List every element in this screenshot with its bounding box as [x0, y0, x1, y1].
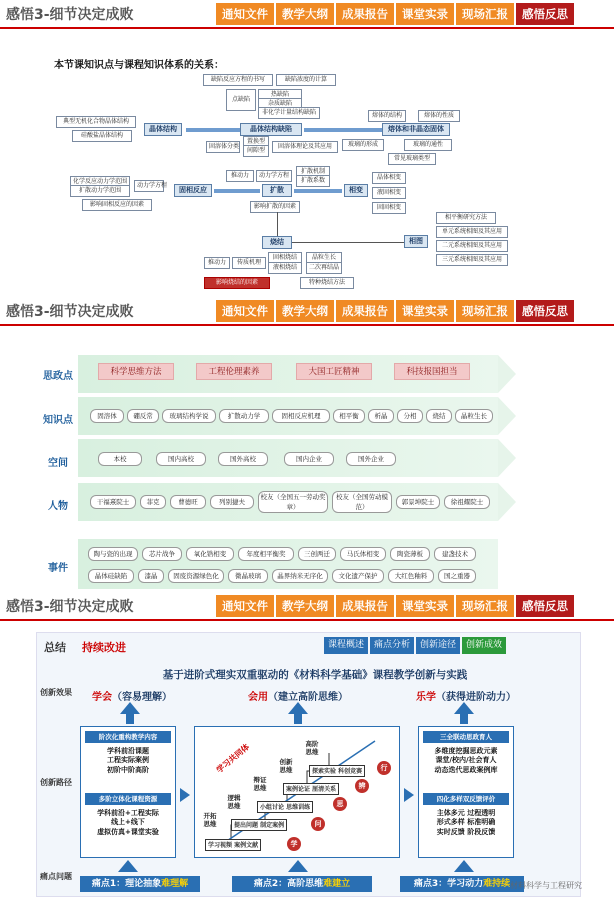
event-item: 陶与瓷的出现: [88, 547, 138, 561]
box-bar: 四化多样双反馈评价: [423, 793, 509, 805]
nav-tab-notice[interactable]: 通知文件: [216, 595, 274, 617]
node: 间隙型: [243, 145, 269, 157]
stair-level-label: 逻辑思维: [227, 794, 241, 810]
event-item: 国之重器: [438, 569, 476, 583]
knowledge-item: 析晶: [368, 409, 394, 423]
node: 置换型: [243, 136, 269, 148]
step-circle: 学: [287, 837, 301, 851]
stair-level-label: 高阶思维: [305, 740, 319, 756]
knowledge-item: 固溶体: [90, 409, 124, 423]
row-label-ideology: 思政点: [43, 371, 73, 382]
space-item: 本校: [98, 452, 142, 466]
nav-tab-presentation[interactable]: 现场汇报: [456, 300, 514, 322]
connector: [292, 242, 404, 243]
person-item: 校友（全国五一劳动奖章）: [258, 491, 328, 513]
node: 固固相变: [372, 202, 406, 214]
community-label: 学习共同体: [214, 742, 252, 775]
node-crystal-defect: 晶体结构缺陷: [240, 123, 302, 136]
slide-title: 基于进阶式理实双重驱动的《材料科学基础》课程教学创新与实践: [162, 669, 468, 681]
nav-bar: [214, 595, 574, 617]
person-item: 徐祖耀院士: [444, 495, 490, 509]
band-arrow: [498, 355, 516, 393]
page-title: 感悟3-细节决定成败: [6, 304, 134, 320]
row-label-space: 空间: [48, 458, 68, 469]
node: 化学反应动力学范围: [70, 176, 130, 188]
node: 影响扩散的因素: [250, 201, 300, 213]
right-arrow: [180, 788, 190, 802]
node: 晶粒生长: [306, 252, 342, 264]
pain-point-2: 痛点2：高阶思维难建立: [232, 876, 372, 892]
col-head-apply: 会用（建立高阶思维）: [248, 692, 348, 703]
node: 扩散动力学范围: [70, 185, 130, 197]
box-text: 学科前沿+工程实际 线上+线下 虚拟仿真+课堂实验: [97, 809, 159, 836]
tab-pain-analysis[interactable]: 痛点分析: [370, 637, 414, 654]
event-item: 马氏体相变: [340, 547, 386, 561]
node: 二次再结晶: [306, 262, 342, 274]
node: 晶体相变: [372, 172, 406, 184]
person-item: 列别捷夫: [210, 495, 254, 509]
node: 熔体的结构: [368, 110, 406, 122]
nav-tab-notice[interactable]: 通知文件: [216, 300, 274, 322]
nav-tab-classroom[interactable]: 课堂实录: [396, 3, 454, 25]
knowledge-item: 相平衡: [333, 409, 365, 423]
up-arrow: [454, 860, 474, 872]
node: 杂质缺陷: [258, 98, 302, 110]
header-divider: [0, 324, 614, 326]
ideology-tag: 大国工匠精神: [296, 363, 372, 380]
band-arrow: [498, 397, 516, 435]
node: 二元系统相图及其应用: [436, 240, 508, 252]
node: 缺陷浓度的计算: [276, 74, 336, 86]
node: 扩散机制: [296, 166, 330, 178]
nav-tab-syllabus[interactable]: 教学大纲: [276, 595, 334, 617]
ideology-tag: 科学思维方法: [98, 363, 174, 380]
node-phase-change: 相变: [344, 184, 368, 197]
ideology-tag: 科技报国担当: [394, 363, 470, 380]
event-item: 氧化锆相变: [186, 547, 234, 561]
node: 玻璃的通性: [404, 139, 452, 151]
header-divider: [0, 619, 614, 621]
stair-level-label: 创新思维: [279, 758, 293, 774]
node: 液固相变: [372, 187, 406, 199]
event-item: 漆晶: [138, 569, 164, 583]
watermark: 材料科学与工程研究: [510, 881, 582, 890]
step-circle: 问: [311, 817, 325, 831]
nav-tab-syllabus[interactable]: 教学大纲: [276, 300, 334, 322]
node: 缺陷反应方程的书写: [203, 74, 273, 86]
path-box-learn: [80, 726, 176, 858]
box-bar: 三全联动思政育人: [423, 731, 509, 743]
person-item: 菲克: [140, 495, 166, 509]
node: 动力学方程: [256, 170, 292, 182]
node: 三元系统相图及其应用: [436, 254, 508, 266]
nav-tab-classroom[interactable]: 课堂实录: [396, 595, 454, 617]
knowledge-item: 硼反常: [127, 409, 159, 423]
col-head-learn: 学会（容易理解）: [92, 692, 172, 703]
stair-level-label: 开拓思维: [203, 812, 217, 828]
row-label-knowledge: 知识点: [43, 415, 73, 426]
nav-tab-presentation[interactable]: 现场汇报: [456, 595, 514, 617]
box-text: 主体多元 过程透明 形式多样 标准明确 实时反馈 阶段反馈: [436, 809, 496, 836]
node: 扩散系数: [296, 175, 330, 187]
up-arrow: [288, 860, 308, 872]
space-item: 国外高校: [218, 452, 268, 466]
connector: [277, 212, 278, 236]
nav-tab-classroom[interactable]: 课堂实录: [396, 300, 454, 322]
nav-tab-notice[interactable]: 通知文件: [216, 3, 274, 25]
node-crystal-structure: 晶体结构: [144, 123, 182, 136]
nav-tab-presentation[interactable]: 现场汇报: [456, 3, 514, 25]
event-item: 大红色釉料: [388, 569, 434, 583]
side-label-path: 创新路径: [40, 778, 72, 787]
tab-course-overview[interactable]: 课程概述: [324, 637, 368, 654]
nav-bar: [214, 300, 574, 322]
path-box-apply: [194, 726, 400, 858]
node: 推动力: [226, 170, 254, 182]
up-arrow-stem: [294, 714, 302, 724]
up-arrow-stem: [126, 714, 134, 724]
node: 推动力: [204, 257, 230, 269]
node: 特种烧结方法: [300, 277, 354, 289]
stair-step: 学习视频 案例文献: [205, 839, 261, 851]
event-item: 文化遗产保护: [332, 569, 384, 583]
node-melt-glass: 熔体和非晶态固体: [382, 123, 450, 136]
box-text: 学科前沿课题 工程实际案例 初阶中阶高阶: [107, 747, 149, 774]
node: 点缺陷: [226, 89, 256, 111]
event-item: 三创两迁: [298, 547, 336, 561]
space-item: 国外企业: [346, 452, 396, 466]
side-label-pain: 痛点问题: [40, 872, 72, 881]
header: [0, 297, 614, 325]
diagram-subtitle: 本节课知识点与课程知识体系的关系：: [54, 60, 224, 71]
node: 固溶体分类: [206, 141, 240, 153]
knowledge-item: 扩散动力学: [219, 409, 269, 423]
node: 影响固相反应的因素: [82, 199, 152, 211]
summary-heading: 持续改进: [82, 641, 126, 654]
tab-innovation-result[interactable]: 创新成效: [462, 637, 506, 654]
stair-step: 案例论证 厘清关系: [283, 783, 339, 795]
panel-knowledge-map: [0, 0, 614, 297]
person-item: 郭景坤院士: [396, 495, 440, 509]
node: 单元系统相图及其应用: [436, 226, 508, 238]
node: 硅酸盐晶体结构: [72, 130, 132, 142]
node: 固溶体理论及其应用: [272, 141, 338, 153]
knowledge-item: 晶粒生长: [455, 409, 493, 423]
up-arrow: [454, 702, 474, 714]
col-head-enjoy: 乐学（获得进阶动力）: [416, 692, 516, 703]
node: 典型无机化合物晶体结构: [56, 116, 136, 128]
node-phase-diagram: 相图: [404, 235, 428, 248]
event-item: 年度相平衡奖: [238, 547, 294, 561]
step-circle: 行: [377, 761, 391, 775]
event-item: 固废资源绿色化: [168, 569, 224, 583]
node-sintering: 烧结: [262, 236, 292, 249]
node: 相平衡研究方法: [436, 212, 496, 224]
node: 固相烧结: [268, 252, 302, 264]
event-item: 建盏技术: [434, 547, 476, 561]
event-item: 芯片战争: [142, 547, 182, 561]
node: 热缺陷: [258, 89, 302, 101]
knowledge-item: 烧结: [426, 409, 452, 423]
nav-tab-syllabus[interactable]: 教学大纲: [276, 3, 334, 25]
nav-tab-reflection[interactable]: 感悟反思: [516, 595, 574, 617]
node-sintering-factor: 影响烧结的因素: [204, 277, 270, 289]
page-title: 感悟3-细节决定成败: [6, 599, 134, 615]
up-arrow: [118, 860, 138, 872]
space-item: 国内高校: [156, 452, 206, 466]
knowledge-item: 固相反应机理: [272, 409, 330, 423]
space-item: 国内企业: [284, 452, 334, 466]
node-diffusion: 扩散: [262, 184, 292, 197]
slide-tabs: [322, 637, 506, 654]
pain-point-1: 痛点1：理论抽象难理解: [80, 876, 200, 892]
nav-tab-report[interactable]: 成果报告: [336, 595, 394, 617]
step-circle: 辨: [355, 779, 369, 793]
summary-label: 总结: [44, 641, 66, 654]
header-divider: [0, 27, 614, 29]
event-item: 晶体硅缺陷: [88, 569, 134, 583]
panel-ideology-matrix: [0, 297, 614, 592]
row-label-events: 事件: [48, 563, 68, 574]
knowledge-item: 分相: [397, 409, 423, 423]
node: 玻璃的形成: [342, 139, 384, 151]
nav-tab-report[interactable]: 成果报告: [336, 3, 394, 25]
node: 常见玻璃类型: [388, 153, 436, 165]
up-arrow: [120, 702, 140, 714]
nav-tab-report[interactable]: 成果报告: [336, 300, 394, 322]
node: 动力学方程: [134, 180, 164, 192]
node-solid-reaction: 固相反应: [174, 184, 212, 197]
arrow: [294, 189, 342, 193]
person-item: 曹德旺: [170, 495, 206, 509]
nav-tab-reflection[interactable]: 感悟反思: [516, 300, 574, 322]
arrow: [214, 189, 260, 193]
header: [0, 592, 614, 620]
ideology-tag: 工程伦理素养: [196, 363, 272, 380]
event-item: 晶界纳米无序化: [272, 569, 328, 583]
box-text: 多维度挖掘思政元素 课堂/校内/社会育人 动态迭代思政案例库: [434, 747, 498, 774]
node: 熔体的性质: [418, 110, 460, 122]
person-item: 干福熹院士: [90, 495, 136, 509]
arrow: [186, 128, 240, 132]
up-arrow-stem: [460, 714, 468, 724]
arrow: [304, 128, 382, 132]
stair-step: 探索实验 科创竞赛: [309, 765, 365, 777]
up-arrow: [288, 702, 308, 714]
node: 液相烧结: [268, 262, 302, 274]
side-label-effect: 创新效果: [40, 688, 72, 697]
box-bar: 多阶立体化课程资源: [85, 793, 171, 805]
path-box-enjoy: [418, 726, 514, 858]
box-bar: 阶次化重构教学内容: [85, 731, 171, 743]
right-arrow: [404, 788, 414, 802]
page-title: 感悟3-细节决定成败: [6, 7, 134, 23]
node: 传质机理: [232, 257, 266, 269]
header: [0, 0, 614, 28]
node: 非化学计量结构缺陷: [258, 107, 320, 119]
row-label-people: 人物: [48, 501, 68, 512]
knowledge-item: 玻璃结构学说: [162, 409, 216, 423]
nav-tab-reflection[interactable]: 感悟反思: [516, 3, 574, 25]
event-item: 陶瓷薄板: [390, 547, 430, 561]
band-arrow: [498, 483, 516, 521]
band-arrow: [498, 439, 516, 477]
person-item: 校友（全国劳动模范）: [332, 491, 392, 513]
stair-step: 小组讨论 思维训练: [257, 801, 313, 813]
tab-innovation-path[interactable]: 创新途径: [416, 637, 460, 654]
pain-point-3: 痛点3：学习动力难持续: [400, 876, 524, 892]
step-circle: 思: [333, 797, 347, 811]
event-item: 微晶玻璃: [228, 569, 268, 583]
stair-level-label: 辩证思维: [253, 776, 267, 792]
nav-bar: [214, 3, 574, 25]
stair-step: 提出问题 制定案例: [231, 819, 287, 831]
panel-innovation-summary: [0, 592, 614, 902]
